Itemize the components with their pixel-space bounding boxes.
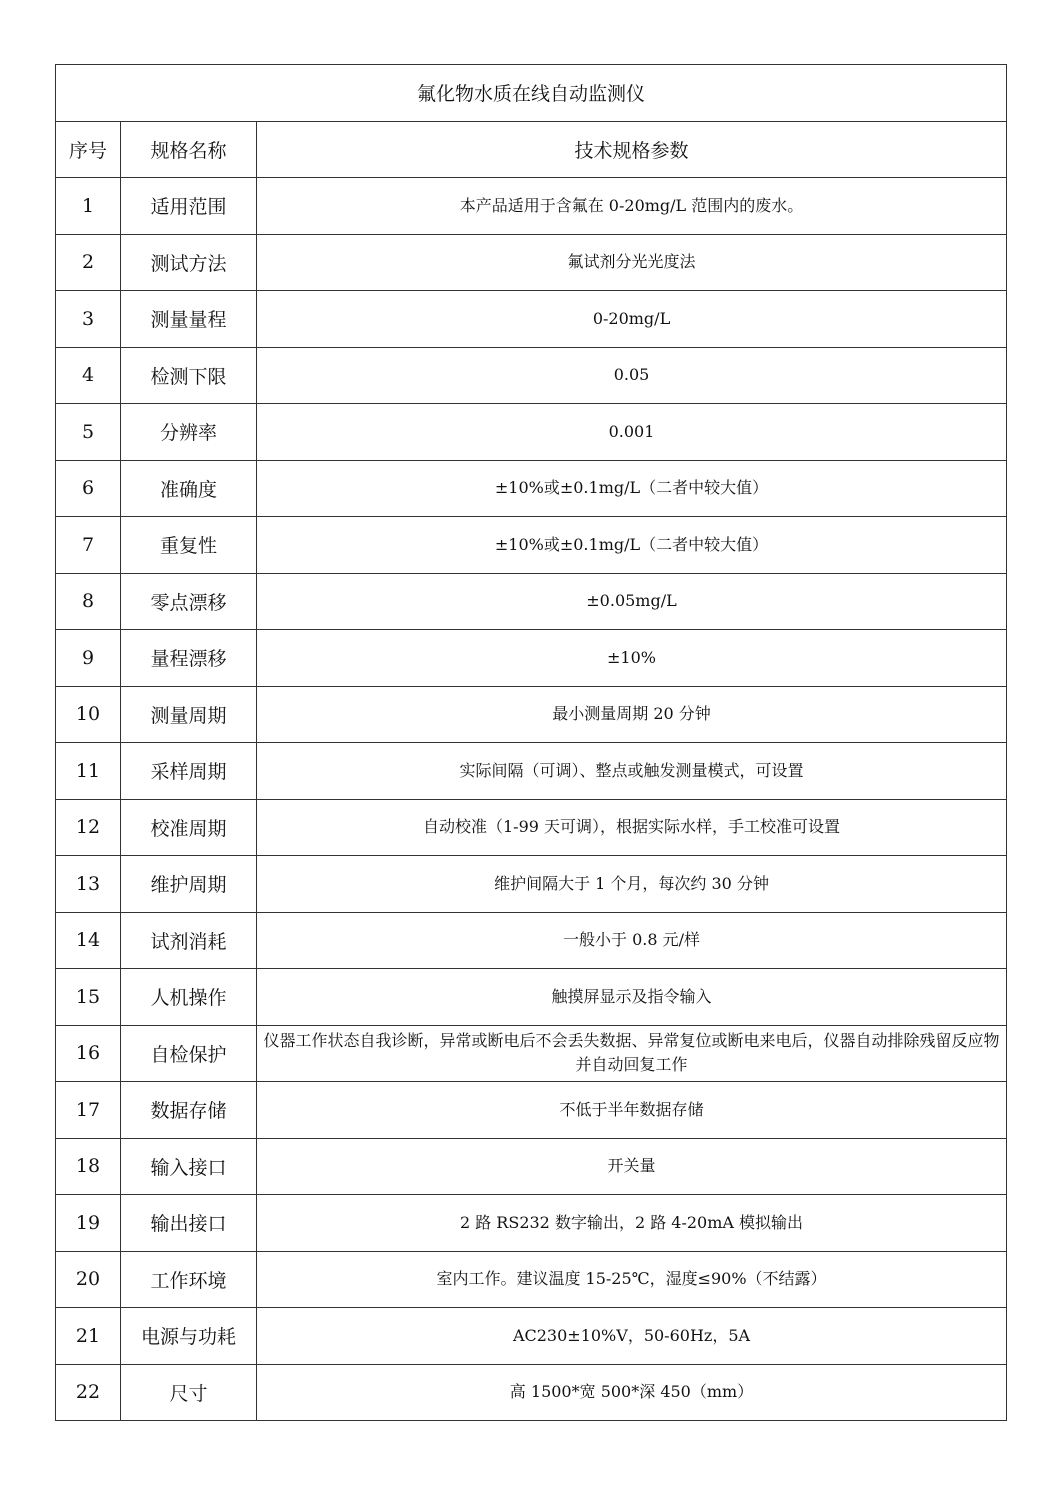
table-row	[56, 1308, 1007, 1365]
table-row	[56, 460, 1007, 517]
spec-value: AC230±10%V，50-60Hz，5A	[257, 1308, 1007, 1365]
spec-name: 重复性	[121, 517, 257, 574]
spec-value: 维护间隔大于 1 个月，每次约 30 分钟	[257, 856, 1007, 913]
table-row	[56, 347, 1007, 404]
row-number: 1	[56, 178, 121, 235]
row-number: 18	[56, 1138, 121, 1195]
row-number: 21	[56, 1308, 121, 1365]
spec-value: 不低于半年数据存储	[257, 1082, 1007, 1139]
table-row	[56, 856, 1007, 913]
spec-value: 自动校准（1-99 天可调），根据实际水样，手工校准可设置	[257, 799, 1007, 856]
table-row	[56, 517, 1007, 574]
row-number: 10	[56, 686, 121, 743]
spec-value: 触摸屏显示及指令输入	[257, 969, 1007, 1026]
row-number: 3	[56, 291, 121, 348]
header-no: 序号	[56, 121, 121, 178]
spec-value: ±0.05mg/L	[257, 573, 1007, 630]
spec-name: 输入接口	[121, 1138, 257, 1195]
row-number: 5	[56, 404, 121, 461]
spec-value: 氟试剂分光光度法	[257, 234, 1007, 291]
row-number: 11	[56, 743, 121, 800]
row-number: 12	[56, 799, 121, 856]
spec-name: 准确度	[121, 460, 257, 517]
spec-value: ±10%	[257, 630, 1007, 687]
spec-value: 0.001	[257, 404, 1007, 461]
spec-value: 仪器工作状态自我诊断，异常或断电后不会丢失数据、异常复位或断电来电后，仪器自动排除残留反应物并自动回复工作	[257, 1025, 1007, 1082]
header-name: 规格名称	[121, 121, 257, 178]
spec-value: 实际间隔（可调）、整点或触发测量模式，可设置	[257, 743, 1007, 800]
spec-name: 电源与功耗	[121, 1308, 257, 1365]
table-row	[56, 743, 1007, 800]
spec-name: 测量量程	[121, 291, 257, 348]
table-row	[56, 1195, 1007, 1252]
table-row	[56, 1025, 1007, 1082]
row-number: 4	[56, 347, 121, 404]
header-row	[56, 121, 1007, 178]
table-row	[56, 1251, 1007, 1308]
spec-value: 0.05	[257, 347, 1007, 404]
table-row	[56, 1364, 1007, 1421]
spec-value: 室内工作。建议温度 15-25℃，湿度≤90%（不结露）	[257, 1251, 1007, 1308]
table-title: 氟化物水质在线自动监测仪	[56, 65, 1007, 122]
row-number: 9	[56, 630, 121, 687]
table-row	[56, 234, 1007, 291]
table-row	[56, 178, 1007, 235]
spec-name: 输出接口	[121, 1195, 257, 1252]
spec-name: 检测下限	[121, 347, 257, 404]
row-number: 8	[56, 573, 121, 630]
spec-value: 本产品适用于含氟在 0-20mg/L 范围内的废水。	[257, 178, 1007, 235]
row-number: 7	[56, 517, 121, 574]
row-number: 2	[56, 234, 121, 291]
spec-value: ±10%或±0.1mg/L（二者中较大值）	[257, 517, 1007, 574]
spec-table	[55, 64, 1007, 1421]
spec-name: 量程漂移	[121, 630, 257, 687]
spec-value: 高 1500*宽 500*深 450（mm）	[257, 1364, 1007, 1421]
table-row	[56, 291, 1007, 348]
row-number: 16	[56, 1025, 121, 1082]
spec-name: 零点漂移	[121, 573, 257, 630]
table-row	[56, 573, 1007, 630]
row-number: 14	[56, 912, 121, 969]
table-row	[56, 686, 1007, 743]
header-value: 技术规格参数	[257, 121, 1007, 178]
table-row	[56, 912, 1007, 969]
spec-table-body	[56, 65, 1007, 1421]
spec-name: 测试方法	[121, 234, 257, 291]
table-row	[56, 630, 1007, 687]
spec-name: 尺寸	[121, 1364, 257, 1421]
spec-value: 一般小于 0.8 元/样	[257, 912, 1007, 969]
table-row	[56, 799, 1007, 856]
spec-value: 开关量	[257, 1138, 1007, 1195]
spec-name: 采样周期	[121, 743, 257, 800]
spec-name: 分辨率	[121, 404, 257, 461]
row-number: 15	[56, 969, 121, 1026]
row-number: 6	[56, 460, 121, 517]
spec-name: 自检保护	[121, 1025, 257, 1082]
spec-name: 人机操作	[121, 969, 257, 1026]
spec-name: 数据存储	[121, 1082, 257, 1139]
spec-name: 试剂消耗	[121, 912, 257, 969]
spec-name: 校准周期	[121, 799, 257, 856]
spec-name: 工作环境	[121, 1251, 257, 1308]
spec-value: 0-20mg/L	[257, 291, 1007, 348]
spec-name: 维护周期	[121, 856, 257, 913]
table-row	[56, 969, 1007, 1026]
spec-value: 2 路 RS232 数字输出，2 路 4-20mA 模拟输出	[257, 1195, 1007, 1252]
table-row	[56, 1138, 1007, 1195]
row-number: 20	[56, 1251, 121, 1308]
spec-name: 适用范围	[121, 178, 257, 235]
spec-value: ±10%或±0.1mg/L（二者中较大值）	[257, 460, 1007, 517]
table-row	[56, 1082, 1007, 1139]
table-row	[56, 404, 1007, 461]
row-number: 13	[56, 856, 121, 913]
spec-value: 最小测量周期 20 分钟	[257, 686, 1007, 743]
row-number: 19	[56, 1195, 121, 1252]
row-number: 22	[56, 1364, 121, 1421]
spec-name: 测量周期	[121, 686, 257, 743]
title-row	[56, 65, 1007, 122]
row-number: 17	[56, 1082, 121, 1139]
